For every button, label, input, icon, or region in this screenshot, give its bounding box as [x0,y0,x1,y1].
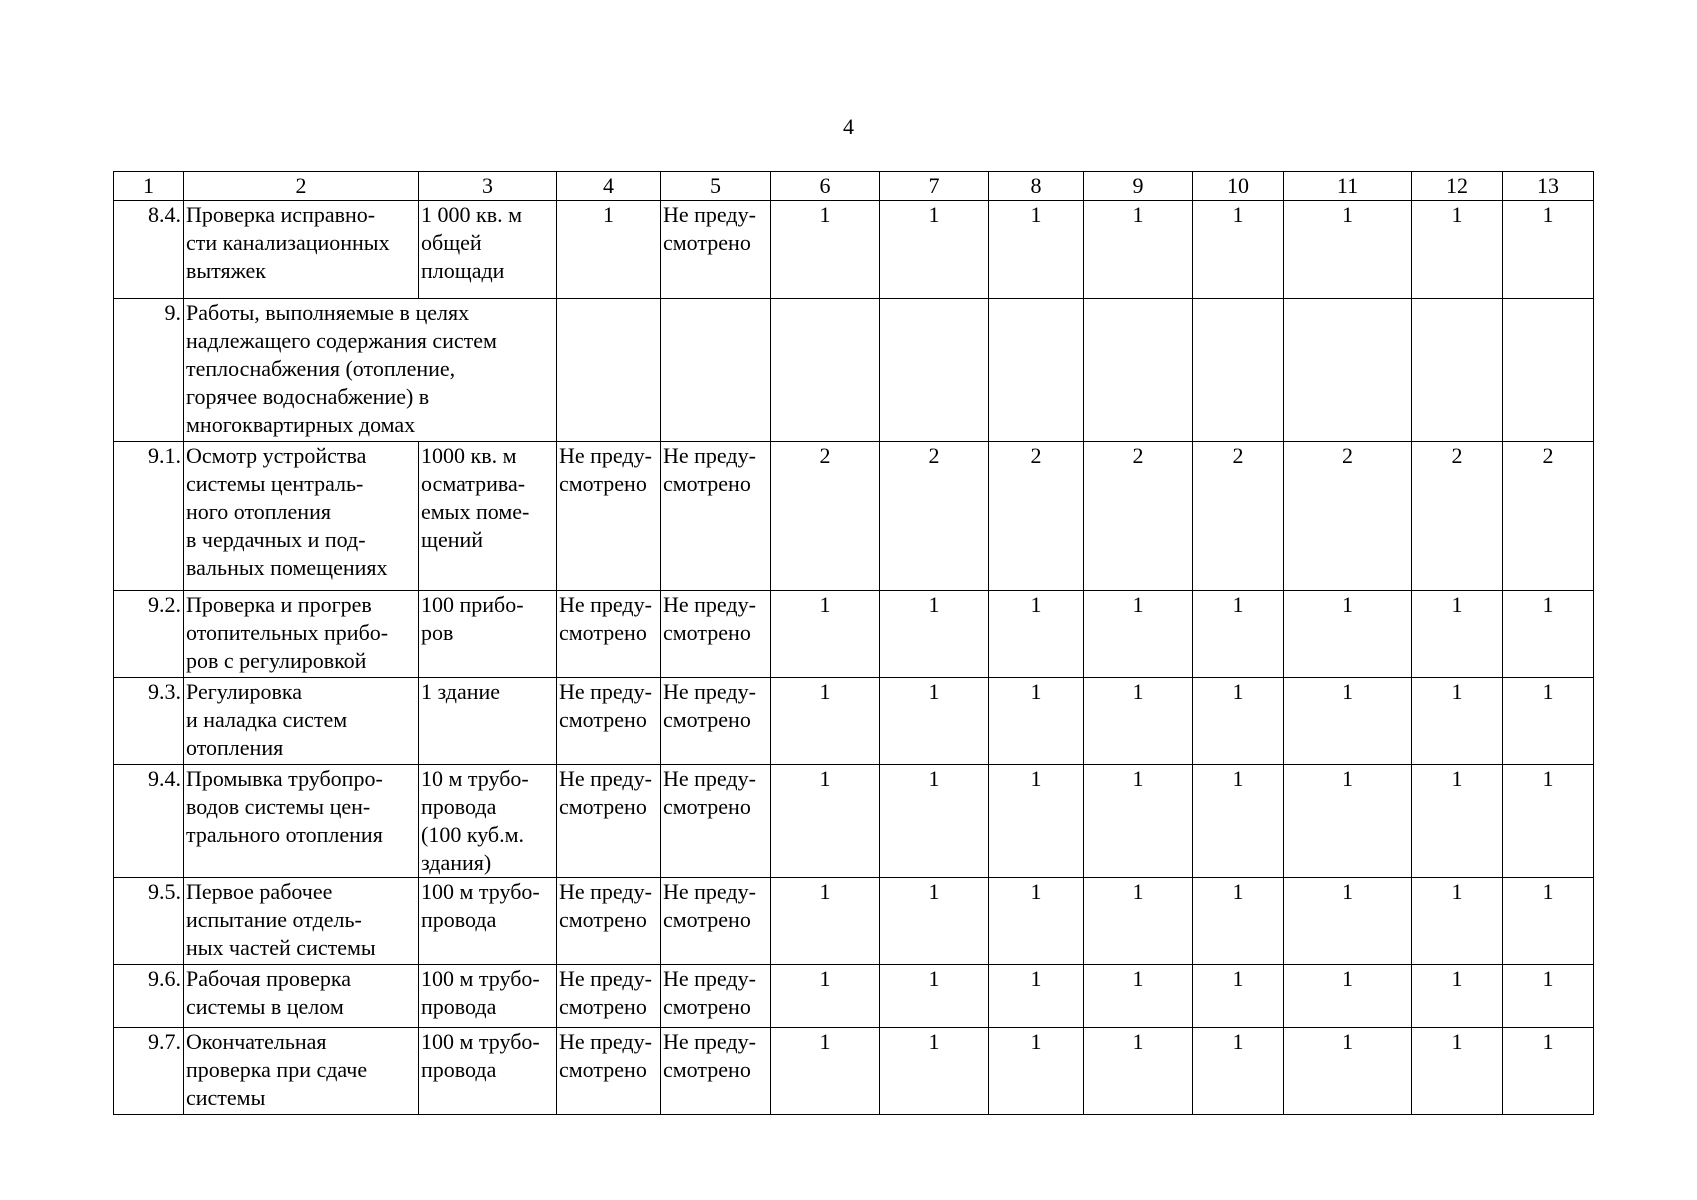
column-number-header: 6 [771,172,880,201]
frequency-value-text: 1 [1030,679,1042,704]
frequency-value [1084,201,1193,299]
frequency-value [771,591,880,678]
row-number [114,201,184,299]
frequency-value-text: 1 [819,1029,831,1054]
frequency-value-text: 2 [1132,443,1144,468]
work-description-text: Проверка исправно- сти канализационных вытяжек [186,202,390,283]
frequency-value [1503,765,1594,878]
frequency-value [1084,678,1193,765]
unit-of-measure [419,965,557,1028]
frequency-value-text: 1 [1030,592,1042,617]
column-4-value [557,1028,661,1115]
frequency-value-text: 1 [1542,1029,1554,1054]
frequency-value-text: 2 [928,443,940,468]
row-number-text: 9.3. [148,679,181,704]
frequency-value-text: 1 [928,966,940,991]
frequency-value [771,878,880,965]
table-row [114,591,1594,678]
column-5-value [661,299,771,442]
row-number [114,442,184,591]
work-description [184,591,419,678]
unit-of-measure-text: 100 м трубо- провода [421,879,540,932]
frequency-value [1284,878,1412,965]
frequency-value [989,878,1084,965]
frequency-value-text: 1 [1342,592,1353,617]
frequency-value [771,299,880,442]
frequency-value-text: 1 [1542,592,1554,617]
frequency-value-text: 1 [1451,202,1463,227]
column-4-value [557,442,661,591]
column-4-value-text: Не преду- смотрено [559,966,652,1019]
column-4-value [557,678,661,765]
page-number: 4 [843,114,854,139]
frequency-value-text: 1 [1232,879,1244,904]
frequency-value [1503,1028,1594,1115]
frequency-value-text: 1 [1342,679,1353,704]
frequency-value [771,201,880,299]
column-5-value [661,201,771,299]
frequency-value-text: 1 [819,879,831,904]
frequency-value [1193,299,1284,442]
frequency-value [880,442,989,591]
frequency-value [1284,678,1412,765]
work-description [184,442,419,591]
frequency-value-text: 2 [1232,443,1244,468]
unit-of-measure-text: 1 000 кв. м общей площади [421,202,522,283]
frequency-value-text: 1 [819,202,831,227]
unit-of-measure [419,442,557,591]
column-number-header: 11 [1284,172,1412,201]
row-number-text: 9.5. [148,879,181,904]
column-4-value-text: Не преду- смотрено [559,766,652,819]
work-description [184,201,419,299]
frequency-value-text: 1 [1232,1029,1244,1054]
section-title [184,299,557,442]
frequency-value [880,201,989,299]
frequency-value [1284,1028,1412,1115]
work-description-text: Осмотр устройства системы централь- ного отопления в чердачных и под- вальных помещениях [186,443,388,580]
column-5-value-text: Не преду- смотрено [663,766,756,819]
frequency-value [771,765,880,878]
frequency-value-text: 1 [1451,679,1463,704]
frequency-value-text: 1 [1542,679,1554,704]
frequency-value [1503,299,1594,442]
frequency-value [989,965,1084,1028]
column-5-value-text: Не преду- смотрено [663,879,756,932]
frequency-value [880,299,989,442]
frequency-value [1412,201,1503,299]
work-description [184,965,419,1028]
unit-of-measure-text: 100 м трубо- провода [421,966,540,1019]
frequency-value [1284,442,1412,591]
work-description-text: Окончательная проверка при сдаче системы [186,1029,368,1110]
frequency-value-text: 1 [1132,879,1144,904]
frequency-value-text: 2 [1542,443,1554,468]
work-description-text: Первое рабочее испытание отдель- ных частей системы [186,879,376,960]
frequency-value-text: 1 [1232,592,1244,617]
row-number [114,591,184,678]
frequency-value-text: 1 [1132,592,1144,617]
unit-of-measure-text: 1 здание [421,679,501,704]
column-number-header: 1 [114,172,184,201]
table-row [114,878,1594,965]
frequency-value-text: 2 [1342,443,1353,468]
row-number-text: 9. [164,300,181,325]
column-number-header: 4 [557,172,661,201]
frequency-value-text: 1 [1030,1029,1042,1054]
maintenance-works-table [113,171,1594,1115]
unit-of-measure [419,1028,557,1115]
work-description [184,678,419,765]
frequency-value-text: 1 [819,679,831,704]
frequency-value [880,765,989,878]
frequency-value [1084,442,1193,591]
column-4-value [557,201,661,299]
frequency-value-text: 1 [1232,966,1244,991]
column-5-value [661,765,771,878]
frequency-value-text: 1 [1542,202,1554,227]
frequency-value [1503,442,1594,591]
row-number [114,1028,184,1115]
frequency-value-text: 1 [1030,202,1042,227]
frequency-value-text: 1 [1451,966,1463,991]
frequency-value-text: 1 [1132,679,1144,704]
frequency-value [1084,591,1193,678]
row-number [114,299,184,442]
row-number-text: 8.4. [148,202,181,227]
frequency-value-text: 1 [1030,966,1042,991]
row-number-text: 9.4. [148,766,181,791]
column-number-header: 5 [661,172,771,201]
frequency-value-text: 1 [1030,766,1042,791]
frequency-value-text: 1 [1542,966,1554,991]
frequency-value [1503,678,1594,765]
frequency-value [989,678,1084,765]
column-4-value [557,765,661,878]
frequency-value [880,591,989,678]
section-title-text: Работы, выполняемые в целях надлежащего содержания систем теплоснабжения (отопление, горячее водоснабжение) в многоквартирных домах [186,300,497,437]
frequency-value [1412,965,1503,1028]
unit-of-measure [419,591,557,678]
frequency-value [880,878,989,965]
frequency-value-text: 1 [1342,1029,1353,1054]
frequency-value [1084,299,1193,442]
column-4-value-text: Не преду- смотрено [559,1029,652,1082]
column-5-value [661,1028,771,1115]
frequency-value [1193,965,1284,1028]
column-5-value-text: Не преду- смотрено [663,966,756,1019]
column-4-value [557,299,661,442]
column-number-header: 9 [1084,172,1193,201]
frequency-value-text: 1 [1342,202,1353,227]
frequency-value-text: 1 [819,592,831,617]
table-row [114,201,1594,299]
unit-of-measure-text: 100 прибо- ров [421,592,524,645]
column-number-header: 12 [1412,172,1503,201]
work-description-text: Проверка и прогрев отопительных прибо- ров с регулировкой [186,592,389,673]
column-4-value-text: Не преду- смотрено [559,679,652,732]
frequency-value [1193,442,1284,591]
frequency-value [1412,591,1503,678]
frequency-value [1084,1028,1193,1115]
unit-of-measure-text: 100 м трубо- провода [421,1029,540,1082]
frequency-value [1284,765,1412,878]
frequency-value [1193,201,1284,299]
frequency-value-text: 1 [1451,879,1463,904]
work-description-text: Регулировка и наладка систем отопления [186,679,348,760]
row-number-text: 9.1. [148,443,181,468]
column-4-value [557,878,661,965]
frequency-value-text: 1 [1132,202,1144,227]
frequency-value [880,1028,989,1115]
frequency-value-text: 1 [1132,1029,1144,1054]
frequency-value [880,678,989,765]
frequency-value [1412,299,1503,442]
column-5-value-text: Не преду- смотрено [663,1029,756,1082]
frequency-value [989,1028,1084,1115]
unit-of-measure [419,678,557,765]
column-5-value-text: Не преду- смотрено [663,679,756,732]
column-number-header: 2 [184,172,419,201]
table-row [114,965,1594,1028]
frequency-value-text: 1 [1232,679,1244,704]
row-number [114,878,184,965]
column-4-value-text: Не преду- смотрено [559,443,652,496]
work-description-text: Рабочая проверка системы в целом [186,966,351,1019]
frequency-value-text: 1 [928,1029,940,1054]
unit-of-measure-text: 10 м трубо- провода (100 куб.м. здания) [421,766,529,875]
row-number [114,965,184,1028]
unit-of-measure-text: 1000 кв. м осматрива- емых поме- щений [421,443,530,552]
frequency-value [989,442,1084,591]
table-row [114,299,1594,442]
row-number-text: 9.7. [148,1029,181,1054]
column-4-value-text: Не преду- смотрено [559,879,652,932]
frequency-value [1193,878,1284,965]
table-row [114,442,1594,591]
work-description [184,765,419,878]
column-number-header: 7 [880,172,989,201]
frequency-value [1084,965,1193,1028]
frequency-value [1284,299,1412,442]
frequency-value-text: 1 [819,766,831,791]
frequency-value-text: 1 [928,766,940,791]
column-5-value-text: Не преду- смотрено [663,443,756,496]
column-4-value-text: Не преду- смотрено [559,592,652,645]
frequency-value [1503,591,1594,678]
frequency-value-text: 1 [1542,879,1554,904]
frequency-value [1412,678,1503,765]
frequency-value [1284,965,1412,1028]
column-5-value-text: Не преду- смотрено [663,592,756,645]
frequency-value-text: 1 [1132,966,1144,991]
table-row [114,1028,1594,1115]
frequency-value [1193,591,1284,678]
frequency-value [1412,1028,1503,1115]
frequency-value [771,1028,880,1115]
column-number-row [114,172,1594,201]
column-4-value [557,591,661,678]
frequency-value-text: 1 [1451,766,1463,791]
frequency-value-text: 2 [819,443,831,468]
frequency-value-text: 1 [928,592,940,617]
frequency-value [880,965,989,1028]
column-5-value [661,442,771,591]
column-5-value [661,678,771,765]
frequency-value [1193,678,1284,765]
frequency-value [1193,765,1284,878]
work-description [184,1028,419,1115]
frequency-value [771,678,880,765]
work-description-text: Промывка трубопро- водов системы цен- трального отопления [186,766,383,847]
frequency-value-text: 1 [1542,766,1554,791]
frequency-value [1412,765,1503,878]
frequency-value [989,765,1084,878]
unit-of-measure [419,765,557,878]
column-4-value [557,965,661,1028]
frequency-value [989,591,1084,678]
frequency-value-text: 1 [1232,202,1244,227]
column-number-header: 3 [419,172,557,201]
frequency-value-text: 1 [1342,766,1353,791]
frequency-value [1084,765,1193,878]
column-number-header: 13 [1503,172,1594,201]
column-4-value-text: 1 [603,202,614,227]
frequency-value [1284,591,1412,678]
table-row [114,765,1594,878]
column-number-header: 10 [1193,172,1284,201]
frequency-value-text: 1 [1232,766,1244,791]
frequency-value-text: 1 [1451,592,1463,617]
frequency-value-text: 2 [1030,443,1042,468]
frequency-value [1503,965,1594,1028]
frequency-value [1084,878,1193,965]
frequency-value-text: 1 [928,679,940,704]
row-number [114,678,184,765]
frequency-value [989,201,1084,299]
work-description [184,878,419,965]
frequency-value-text: 1 [928,202,940,227]
frequency-value [989,299,1084,442]
unit-of-measure [419,878,557,965]
frequency-value-text: 1 [1132,766,1144,791]
frequency-value [771,965,880,1028]
column-number-header: 8 [989,172,1084,201]
column-5-value [661,591,771,678]
frequency-value [1412,878,1503,965]
frequency-value-text: 1 [1030,879,1042,904]
frequency-value [1193,1028,1284,1115]
frequency-value [771,442,880,591]
frequency-value-text: 1 [928,879,940,904]
frequency-value-text: 1 [1342,879,1353,904]
frequency-value-text: 2 [1451,443,1463,468]
frequency-value [1412,442,1503,591]
frequency-value [1503,878,1594,965]
frequency-value [1503,201,1594,299]
row-number-text: 9.6. [148,966,181,991]
unit-of-measure [419,201,557,299]
column-5-value [661,878,771,965]
column-5-value-text: Не преду- смотрено [663,202,756,255]
table-row [114,678,1594,765]
frequency-value-text: 1 [1451,1029,1463,1054]
frequency-value [1284,201,1412,299]
frequency-value-text: 1 [1342,966,1353,991]
frequency-value-text: 1 [819,966,831,991]
row-number-text: 9.2. [148,592,181,617]
row-number [114,765,184,878]
column-5-value [661,965,771,1028]
